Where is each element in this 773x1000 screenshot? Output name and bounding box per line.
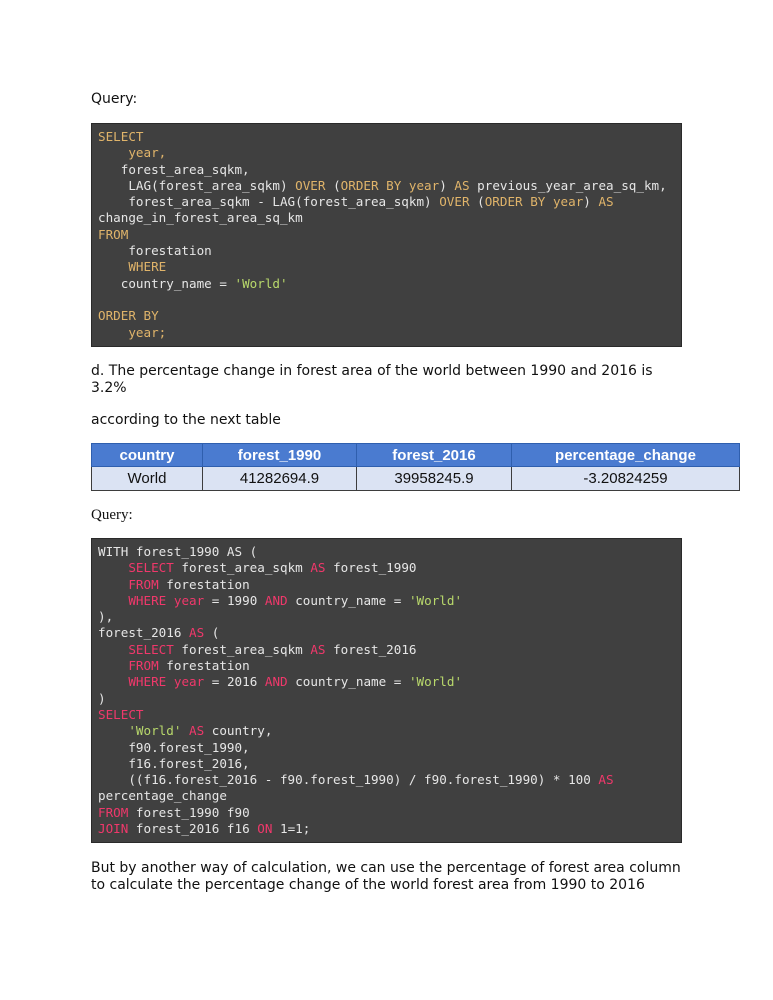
code-token: year, [98,145,167,161]
code-token: forest_2016 [98,625,189,641]
header-percentage-change: percentage_change [512,444,740,467]
code-line [98,145,675,161]
code-line [98,178,675,194]
code-token: AS [598,772,614,788]
code-line [98,560,675,576]
code-token [98,723,128,738]
code-token: WHERE [128,592,167,608]
code-line [98,625,675,641]
code-token: AS [189,625,205,641]
code-token: country_name = [287,592,409,608]
code-token: AS [454,177,470,193]
table-row [92,467,740,491]
code-token: forest_area_sqkm [173,641,311,657]
code-token: WHERE [98,259,167,275]
sql-code-block-2 [91,538,682,843]
code-line [98,593,675,609]
code-token: ) [583,194,599,210]
code-line [98,325,675,341]
code-token: ), [98,609,114,625]
code-line [98,276,675,292]
code-token: FROM [128,658,159,674]
code-token: OVER [295,177,326,193]
code-token: year; [98,324,167,340]
closing-paragraph: But by another way of calculation, we can use the percentage of forest area column to calculate the percentage change of the world forest area from 1990 to 2016 [91,860,681,893]
code-token: = 2016 [204,674,265,690]
code-token: forest_1990 f90 [128,804,250,820]
code-token [98,674,128,689]
code-token: forest_area_sqkm [173,560,311,576]
code-line [98,577,675,593]
code-token [98,642,128,657]
code-token: f16.forest_2016, [98,755,250,771]
code-line [98,756,675,772]
code-line [98,129,675,145]
code-token: AS [310,560,326,576]
code-token: ON [257,821,273,837]
cell-percentage-change: -3.20824259 [512,467,740,491]
table-intro-text: according to the next table [91,412,281,428]
code-token: forest_2016 [325,641,417,657]
code-token: ( [469,194,485,210]
header-forest-2016: forest_2016 [357,444,512,467]
code-token: country_name = [98,275,235,291]
code-token: ) [439,177,455,193]
code-token: forestation [158,576,250,592]
code-token: ( [325,177,341,193]
code-line [98,772,675,788]
code-token: forestation [158,658,250,674]
code-token: LAG(forest_area_sqkm) [98,177,296,193]
code-token: 'World' [128,723,182,739]
code-token: ORDER BY year [484,194,584,210]
sql-code-block-1 [91,123,682,347]
query-label-1: Query: [91,91,138,107]
code-line [98,609,675,625]
code-line [98,544,675,560]
code-token [98,560,128,575]
code-line [98,308,675,324]
code-token: SELECT [128,560,174,576]
code-token: 1=1; [272,821,311,837]
code-token: forest_area_sqkm, [98,161,250,177]
code-line [98,740,675,756]
code-line [98,210,675,226]
code-token: forestation [98,243,212,259]
code-line [98,707,675,723]
code-token: AS [189,723,205,739]
code-line [98,162,675,178]
code-token: SELECT [98,129,144,144]
code-token: WHERE [128,674,167,690]
code-token: forest_1990 [325,560,417,576]
code-token: 'World' [408,674,463,690]
code-token: OVER [439,194,470,210]
code-token: country_name = [287,674,409,690]
query-label-2: Query: [91,507,133,523]
cell-forest-2016: 39958245.9 [357,467,512,491]
code-token: ( [204,625,220,641]
code-line [98,259,675,275]
code-token: country, [204,723,273,739]
code-line [98,674,675,690]
code-line [98,227,675,243]
code-token: ) [98,690,106,706]
code-line [98,194,675,210]
code-token: forest_area_sqkm - LAG(forest_area_sqkm) [98,194,440,210]
code-token [98,658,128,673]
code-token: WITH forest_1990 AS ( [98,544,258,559]
code-token: FROM [98,226,129,242]
results-table [91,443,740,491]
code-line [98,805,675,821]
code-line [98,821,675,837]
code-line [98,642,675,658]
code-token: 'World' [408,592,463,608]
code-line [98,292,675,308]
code-token [181,723,189,738]
code-token: JOIN [98,821,129,837]
code-line [98,691,675,707]
code-token: ORDER BY [98,308,159,324]
code-token: SELECT [128,641,174,657]
header-forest-1990: forest_1990 [203,444,357,467]
code-token: forest_2016 f16 [128,821,258,837]
code-line [98,243,675,259]
code-token: percentage_change [98,788,227,804]
code-token: AND [264,592,288,608]
section-d-paragraph: d. The percentage change in forest area of the world between 1990 and 2016 is 3.2% [91,363,653,396]
cell-forest-1990: 41282694.9 [203,467,357,491]
code-token [98,577,128,592]
code-token: = 1990 [204,592,265,608]
code-token: AND [264,674,288,690]
cell-country: World [92,467,203,491]
code-token: FROM [98,804,129,820]
code-token [98,593,128,608]
code-line [98,658,675,674]
code-token: FROM [128,576,159,592]
code-token: year [173,592,205,608]
header-country: country [92,444,203,467]
code-token: previous_year_area_sq_km, [469,177,667,193]
code-token: AS [598,194,614,210]
code-token: f90.forest_1990, [98,739,250,755]
code-token: change_in_forest_area_sq_km [98,210,303,226]
table-header-row [92,444,740,467]
code-line [98,788,675,804]
code-token [166,593,174,608]
code-token: ORDER BY year [340,177,440,193]
code-token: 'World' [234,275,288,291]
code-line [98,723,675,739]
code-token: AS [310,641,326,657]
code-token: ((f16.forest_2016 - f90.forest_1990) / f90.forest_1990) * 100 [98,772,599,788]
code-token [166,674,174,689]
code-token: SELECT [98,706,144,722]
code-token: year [173,674,205,690]
